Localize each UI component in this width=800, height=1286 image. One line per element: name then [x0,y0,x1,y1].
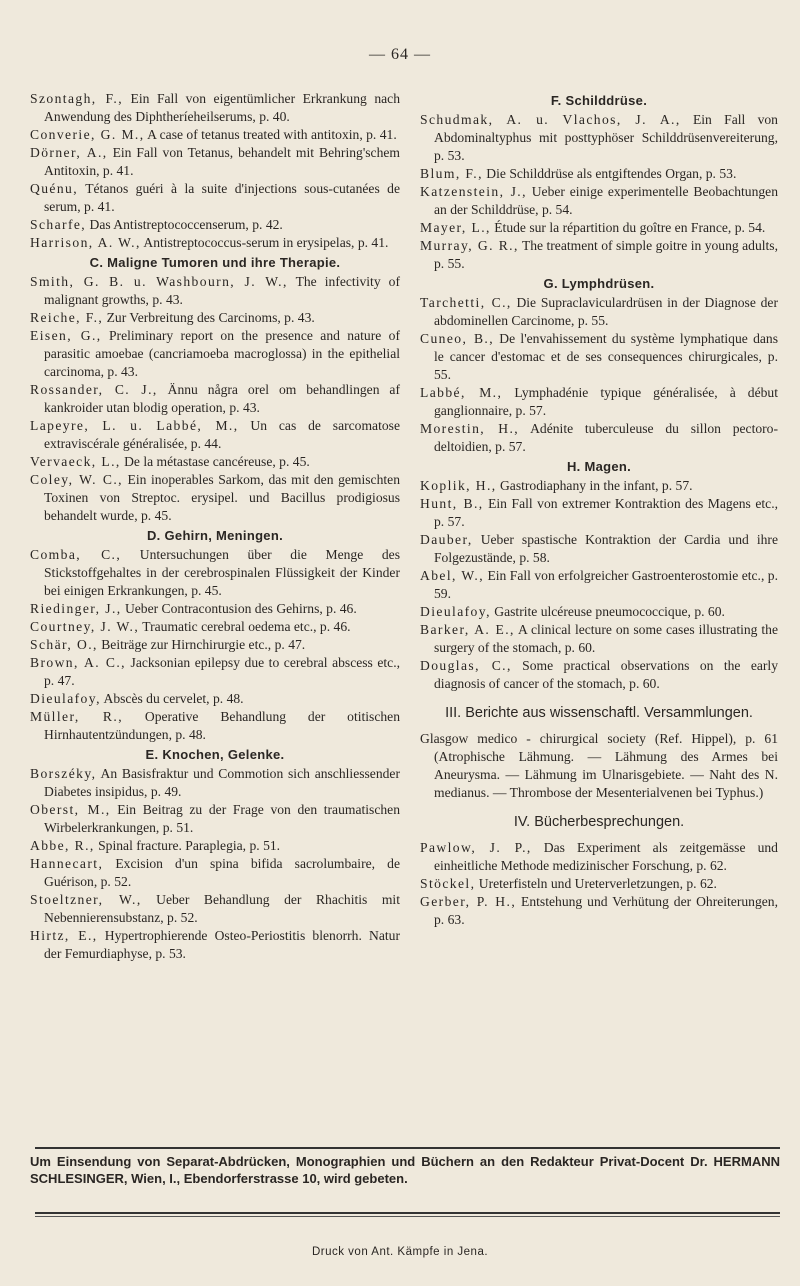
entry-author: Schudmak, A. u. Vlachos, J. A., [420,112,681,127]
entry-text: Ueber Behandlung der Rhachitis mit Nebennierensubstanz, p. 52. [44,892,400,925]
reference-entry [30,453,400,471]
subsection-heading: C. Maligne Tumoren und ihre Therapie. [89,255,341,270]
reference-entry [30,600,400,618]
entry-text: Ureterfisteln und Ureterverletzungen, p. 62. [475,876,717,891]
reference-entry [420,111,778,165]
reference-entry [30,654,400,690]
reference-entry [420,621,778,657]
entry-text: Adénite tuberculeuse du sillon pectoro-deltoidien, p. 57. [434,421,779,454]
divider-bottom [35,1212,780,1214]
entry-text: Beiträge zur Hirnchirurgie etc., p. 47. [97,637,306,652]
entry-author: Courtney, J. W., [30,619,140,634]
reference-entry [30,273,400,309]
entry-author: Lapeyre, L. u. Labbé, M., [30,418,239,433]
entry-author: Converie, G. M., [30,127,145,142]
section-heading: IV. Bücherbesprechungen. [513,814,685,830]
entry-text: Tétanos guéri à la suite d'injections sous-cutanées de serum, p. 41. [44,181,400,214]
reference-entry [30,546,400,600]
reference-entry [420,531,778,567]
entry-author: Eisen, G., [30,328,102,343]
entry-text: Gastrodiaphany in the infant, p. 57. [496,478,693,493]
entry-author: Comba, C., [30,547,122,562]
entry-author: Quénu, [30,181,79,196]
subsection-heading: D. Gehirn, Meningen. [146,528,283,543]
section-heading: III. Berichte aus wissenschaftl. Versammlungen. [445,705,753,721]
entry-text: Das Antistreptococcenserum, p. 42. [86,217,283,232]
reference-entry [420,567,778,603]
reference-entry [30,801,400,837]
entry-author: Pawlow, J. P., [420,840,532,855]
entry-text: The treatment of simple goitre in young adults, p. 55. [434,238,778,271]
entry-author: Koplik, H., [420,478,497,493]
entry-author: Hirtz, E., [30,928,98,943]
entry-author: Hunt, B., [420,496,484,511]
entry-author: Stoeltzner, W., [30,892,142,907]
entry-author: Vervaeck, L., [30,454,121,469]
reference-entry [420,495,778,531]
entry-text: Some practical observations on the early diagnosis of cancer of the stomach, p. 60. [434,658,778,691]
reference-entry [30,765,400,801]
entry-text: De la métastase cancéreuse, p. 45. [120,454,310,469]
subsection-heading: F. Schilddrüse. [550,93,648,108]
entry-text: A case of tetanus treated with antitoxin, p. 41. [144,127,397,142]
entry-author: Gerber, P. H., [420,894,517,909]
reference-entry [420,839,778,875]
reference-entry [30,891,400,927]
entry-text: Die Supraclaviculardrüsen in der Diagnose der abdominellen Carcinome, p. 55. [434,295,778,328]
reference-entry [420,657,778,693]
right-column [420,90,778,929]
entry-author: Brown, A. C., [30,655,126,670]
entry-author: Coley, W. C., [30,472,123,487]
entry-author: Dauber, [420,532,473,547]
entry-text: Ein Fall von Tetanus, behandelt mit Behring'schem Antitoxin, p. 41. [44,145,400,178]
reference-entry [30,234,400,252]
entry-author: Oberst, M., [30,802,111,817]
reference-entry [30,855,400,891]
entry-author: Barker, A. E., [420,622,515,637]
entry-author: Stöckel, [420,876,476,891]
entry-author: Scharfe, [30,217,87,232]
divider-top [35,1147,780,1149]
reference-entry [420,893,778,929]
reference-entry [30,126,400,144]
entry-text: A clinical lecture on some cases illustrating the surgery of the stomach, p. 60. [434,622,778,655]
reference-entry [30,180,400,216]
entry-author: Abel, W., [420,568,484,583]
entry-text: Ein Fall von Abdominaltyphus mit posttyphöser Schilddrüsenvereiterung, p. 53. [434,112,778,163]
entry-text: Glasgow medico - chirurgical society (Ref. Hippel), p. 61 (Atrophische Lähmung. — Lähmung des Armes bei Aneurysma. — Lähmung im Ulnarisgebiete. — Naht des N. medianus. — Thrombose der Mesenterialvenen bei Typhus.) [420,731,778,800]
entry-text: Hypertrophierende Osteo-Periostitis blenorrh. Natur der Femurdiaphyse, p. 53. [44,928,400,961]
entry-text: Ueber Contracontusion des Gehirns, p. 46. [121,601,357,616]
entry-text: Ein Fall von extremer Kontraktion des Magens etc., p. 57. [434,496,778,529]
entry-author: Douglas, C., [420,658,512,673]
entry-text: Operative Behandlung der otitischen Hirnhautentzündungen, p. 48. [44,709,401,742]
reference-entry [420,330,778,384]
entry-author: Smith, G. B. u. Washbourn, J. W., [30,274,288,289]
page-number: — 64 — [369,46,431,63]
entry-author: Szontagh, F., [30,91,123,106]
subsection-heading: G. Lymphdrüsen. [543,276,655,291]
reference-entry [30,381,400,417]
reference-entry [30,327,400,381]
entry-text: The infectivity of malignant growths, p. 43. [44,274,400,307]
entry-text: Ueber einige experimentelle Beobachtungen an der Schilddrüse, p. 54. [434,184,778,217]
entry-text: Ein Fall von eigentümlicher Erkrankung nach Anwendung des Diphtheríeheilserums, p. 40. [44,91,400,124]
printer-credit: Druck von Ant. Kämpfe in Jena. [311,1246,489,1258]
entry-text: Antistreptococcus-serum in erysipelas, p. 41. [140,235,389,250]
reference-entry [30,471,400,525]
entry-text: Lymphadénie typique généralisée, à début ganglionnaire, p. 57. [434,385,778,418]
reference-entry [30,690,400,708]
entry-author: Harrison, A. W., [30,235,141,250]
entry-text: De l'envahissement du système lymphatique dans le cancer d'estomac et de ses consequences chirurgicales, p. 55. [434,331,778,382]
subsection-heading: E. Knochen, Gelenke. [145,747,285,762]
entry-author: Müller, R., [30,709,123,724]
reference-entry [420,219,778,237]
reference-entry [420,603,778,621]
left-column [30,90,400,963]
entry-author: Abbe, R., [30,838,95,853]
entry-author: Tarchetti, C., [420,295,512,310]
divider-bottom-thin [35,1216,780,1217]
entry-text: Étude sur la répartition du goître en France, p. 54. [490,220,766,235]
reference-entry [30,708,400,744]
entry-author: Reiche, F., [30,310,104,325]
reference-entry [30,144,400,180]
reference-entry [420,183,778,219]
reference-entry [30,837,400,855]
entry-text: Ein Beitrag zu der Frage von den traumatischen Wirbelerkrankungen, p. 51. [44,802,401,835]
reference-entry [30,636,400,654]
entry-author: Katzenstein, J., [420,184,527,199]
reference-entry [30,216,400,234]
entry-text: Preliminary report on the presence and nature of parasitic amoebae (cancriamoeba macroglossa) in the epithelial carcinoma, p. 43. [44,328,400,379]
entry-text: Un cas de sarcomatose extraviscérale généralisée, p. 44. [44,418,400,451]
reference-entry [30,309,400,327]
entry-text: Ein Fall von erfolgreicher Gastroenterostomie etc., p. 59. [434,568,778,601]
submission-notice: Um Einsendung von Separat-Abdrücken, Monographien und Büchern an den Redakteur Privat-Docent Dr. HERMANN SCHLESINGER, Wien, I., Ebendorferstrasse 10, wird gebeten. [30,1154,780,1186]
entry-author: Hannecart, [30,856,104,871]
reference-entry [420,237,778,273]
entry-text: Entstehung und Verhütung der Ohreiterungen, p. 63. [434,894,778,927]
entry-author: Rossander, C. J., [30,382,158,397]
entry-author: Murray, G. R., [420,238,519,253]
entry-author: Dieulafoy, [30,691,101,706]
entry-text: Abscès du cervelet, p. 48. [100,691,244,706]
reference-entry [30,618,400,636]
reference-entry [420,294,778,330]
entry-text: Ueber spastische Kontraktion der Cardia und ihre Folgezustände, p. 58. [434,532,778,565]
reference-entry [420,477,778,495]
reference-entry [420,384,778,420]
entry-text: Jacksonian epilepsy due to cerebral abscess etc., p. 47. [44,655,401,688]
entry-text: An Basisfraktur und Commotion sich anschliessender Diabetes insipidus, p. 49. [44,766,400,799]
entry-author: Riedinger, J., [30,601,122,616]
entry-text: Gastrite ulcéreuse pneumococcique, p. 60. [490,604,725,619]
subsection-heading: H. Magen. [566,459,632,474]
entry-text: Traumatic cerebral oedema etc., p. 46. [139,619,351,634]
entry-text: Das Experiment als zeitgemässe und einheitliche Methode medizinischer Forschung, p. 62. [434,840,778,873]
entry-text: Excision d'un spina bifida sacrolumbaire, de Guérison, p. 52. [44,856,400,889]
entry-author: Blum, F., [420,166,483,181]
reference-entry [420,730,778,802]
entry-text: Untersuchungen über die Menge des Stickstoffgehaltes in der cerebrospinalen Flüssigkeit der Kinder bei einigen Erkrankungen, p. 45. [44,547,400,598]
reference-entry [30,90,400,126]
entry-text: Die Schilddrüse als entgiftendes Organ, p. 53. [482,166,737,181]
entry-author: Labbé, M., [420,385,503,400]
entry-author: Borszéky, [30,766,97,781]
entry-author: Mayer, L., [420,220,491,235]
entry-author: Dieulafoy, [420,604,491,619]
entry-text: Spinal fracture. Paraplegia, p. 51. [94,838,281,853]
reference-entry [420,165,778,183]
reference-entry [420,875,778,893]
entry-author: Cuneo, B., [420,331,495,346]
entry-text: Ännu några orel om behandlingen af kankroider utan blodig operation, p. 43. [44,382,400,415]
reference-entry [30,417,400,453]
reference-entry [30,927,400,963]
entry-text: Ein inoperables Sarkom, das mit den gemischten Toxinen von Streptoc. erysipel. und Bacillus prodigiosus behandelt wurde, p. 45. [44,472,401,523]
reference-entry [420,420,778,456]
entry-author: Morestin, H., [420,421,520,436]
entry-text: Zur Verbreitung des Carcinoms, p. 43. [103,310,315,325]
entry-author: Dörner, A., [30,145,108,160]
entry-author: Schär, O., [30,637,98,652]
